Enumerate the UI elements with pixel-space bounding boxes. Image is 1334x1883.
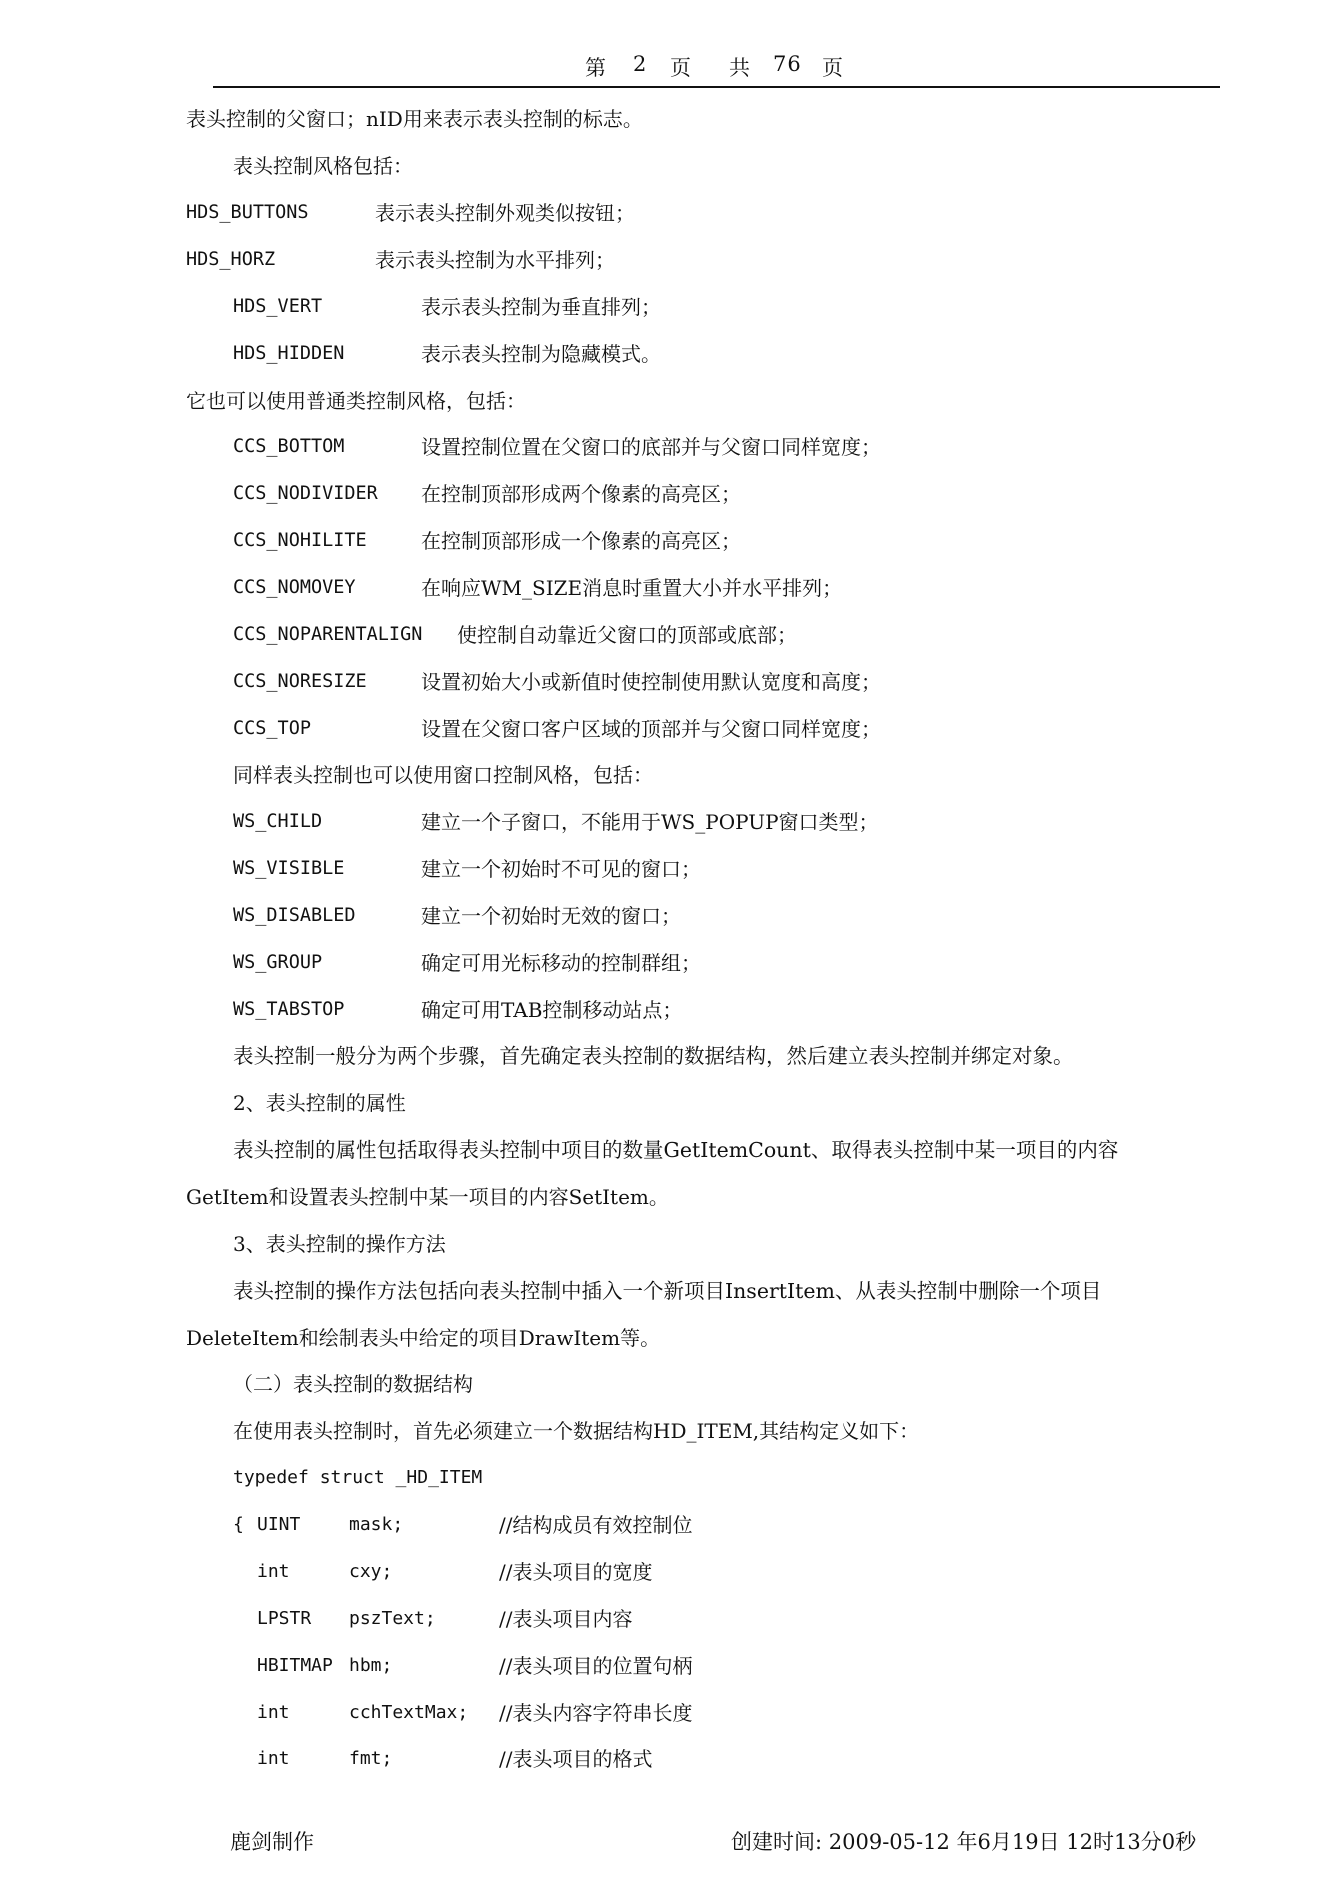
paragraph: 它也可以使用普通类控制风格，包括： [186, 389, 526, 413]
style-description: 设置初始大小或新值时使控制使用默认宽度和高度； [421, 670, 881, 694]
header-rule [213, 86, 1220, 88]
style-description: 在控制顶部形成两个像素的高亮区； [421, 482, 741, 506]
style-code: CCS_TOP [233, 718, 311, 739]
paragraph: GetItem和设置表头控制中某一项目的内容SetItem。 [186, 1185, 669, 1209]
header-page-number: 2 [633, 52, 648, 76]
footer-created-time: 创建时间: 2009-05-12 年6月19日 12时13分0秒 [731, 1830, 1197, 1854]
code-field: pszText; [349, 1608, 436, 1629]
style-description: 表示表头控制为水平排列； [375, 248, 615, 272]
code-field: fmt; [349, 1748, 393, 1769]
style-description: 建立一个初始时无效的窗口； [421, 904, 681, 928]
code-type: int [257, 1561, 290, 1582]
style-description: 确定可用光标移动的控制群组； [421, 951, 701, 975]
footer-author: 鹿剑制作 [230, 1830, 314, 1854]
style-description: 表示表头控制为垂直排列； [421, 295, 661, 319]
paragraph: 表头控制的父窗口；nID用来表示表头控制的标志。 [186, 107, 643, 131]
paragraph: 在使用表头控制时，首先必须建立一个数据结构HD_ITEM,其结构定义如下： [233, 1419, 920, 1443]
paragraph: 同样表头控制也可以使用窗口控制风格，包括： [233, 763, 653, 787]
style-description: 建立一个子窗口，不能用于WS_POPUP窗口类型； [421, 810, 879, 834]
style-code: WS_DISABLED [233, 905, 356, 926]
header-label-di: 第 [585, 56, 607, 80]
style-code: CCS_NODIVIDER [233, 483, 378, 504]
section-heading: 3、表头控制的操作方法 [233, 1232, 446, 1256]
code-field: hbm; [349, 1655, 393, 1676]
code-type: UINT [257, 1514, 301, 1535]
code-comment: //表头内容字符串长度 [499, 1701, 693, 1725]
code-field: mask; [349, 1514, 404, 1535]
style-code: WS_VISIBLE [233, 858, 345, 879]
code-comment: //结构成员有效控制位 [499, 1513, 693, 1537]
style-code: WS_TABSTOP [233, 999, 345, 1020]
style-code: HDS_BUTTONS [186, 202, 309, 223]
header-label-ye: 页 [670, 56, 692, 80]
style-code: CCS_NOMOVEY [233, 577, 356, 598]
section-heading: （二）表头控制的数据结构 [233, 1372, 473, 1396]
style-description: 确定可用TAB控制移动站点； [421, 998, 683, 1022]
section-heading: 2、表头控制的属性 [233, 1091, 406, 1115]
style-description: 在响应WM_SIZE消息时重置大小并水平排列； [421, 576, 843, 600]
code-type: int [257, 1702, 290, 1723]
style-description: 建立一个初始时不可见的窗口； [421, 857, 701, 881]
style-description: 表示表头控制为隐藏模式。 [421, 342, 661, 366]
style-code: HDS_HIDDEN [233, 343, 345, 364]
header-total-pages: 76 [773, 52, 802, 76]
code-field: cchTextMax; [349, 1702, 469, 1723]
style-code: CCS_NOHILITE [233, 530, 367, 551]
style-description: 表示表头控制外观类似按钮； [375, 201, 635, 225]
style-description: 在控制顶部形成一个像素的高亮区； [421, 529, 741, 553]
style-code: HDS_VERT [233, 296, 323, 317]
paragraph: 表头控制一般分为两个步骤，首先确定表头控制的数据结构，然后建立表头控制并绑定对象。 [233, 1044, 1074, 1068]
paragraph: 表头控制风格包括： [233, 154, 413, 178]
style-code: WS_CHILD [233, 811, 323, 832]
code-comment: //表头项目的格式 [499, 1747, 653, 1771]
style-code: CCS_BOTTOM [233, 436, 345, 457]
code-comment: //表头项目的宽度 [499, 1560, 653, 1584]
style-code: CCS_NORESIZE [233, 671, 367, 692]
style-description: 使控制自动靠近父窗口的顶部或底部； [457, 623, 797, 647]
style-code: CCS_NOPARENTALIGN [233, 624, 423, 645]
paragraph: DeleteItem和绘制表头中给定的项目DrawItem等。 [186, 1326, 661, 1350]
code-type: int [257, 1748, 290, 1769]
code-field: cxy; [349, 1561, 393, 1582]
paragraph: 表头控制的属性包括取得表头控制中项目的数量GetItemCount、取得表头控制中某一项目的内容 [233, 1138, 1119, 1162]
header-label-ye2: 页 [822, 56, 844, 80]
style-description: 设置控制位置在父窗口的底部并与父窗口同样宽度； [421, 435, 881, 459]
style-code: WS_GROUP [233, 952, 323, 973]
code-type: HBITMAP [257, 1655, 333, 1676]
code-line: typedef struct _HD_ITEM [233, 1467, 483, 1488]
style-description: 设置在父窗口客户区域的顶部并与父窗口同样宽度； [421, 717, 881, 741]
paragraph: 表头控制的操作方法包括向表头控制中插入一个新项目InsertItem、从表头控制中删除一个项目 [233, 1279, 1102, 1303]
code-type: LPSTR [257, 1608, 312, 1629]
code-comment: //表头项目的位置句柄 [499, 1654, 693, 1678]
code-brace: { [233, 1514, 244, 1535]
style-code: HDS_HORZ [186, 249, 276, 270]
header-label-gong: 共 [729, 56, 751, 80]
code-comment: //表头项目内容 [499, 1607, 633, 1631]
